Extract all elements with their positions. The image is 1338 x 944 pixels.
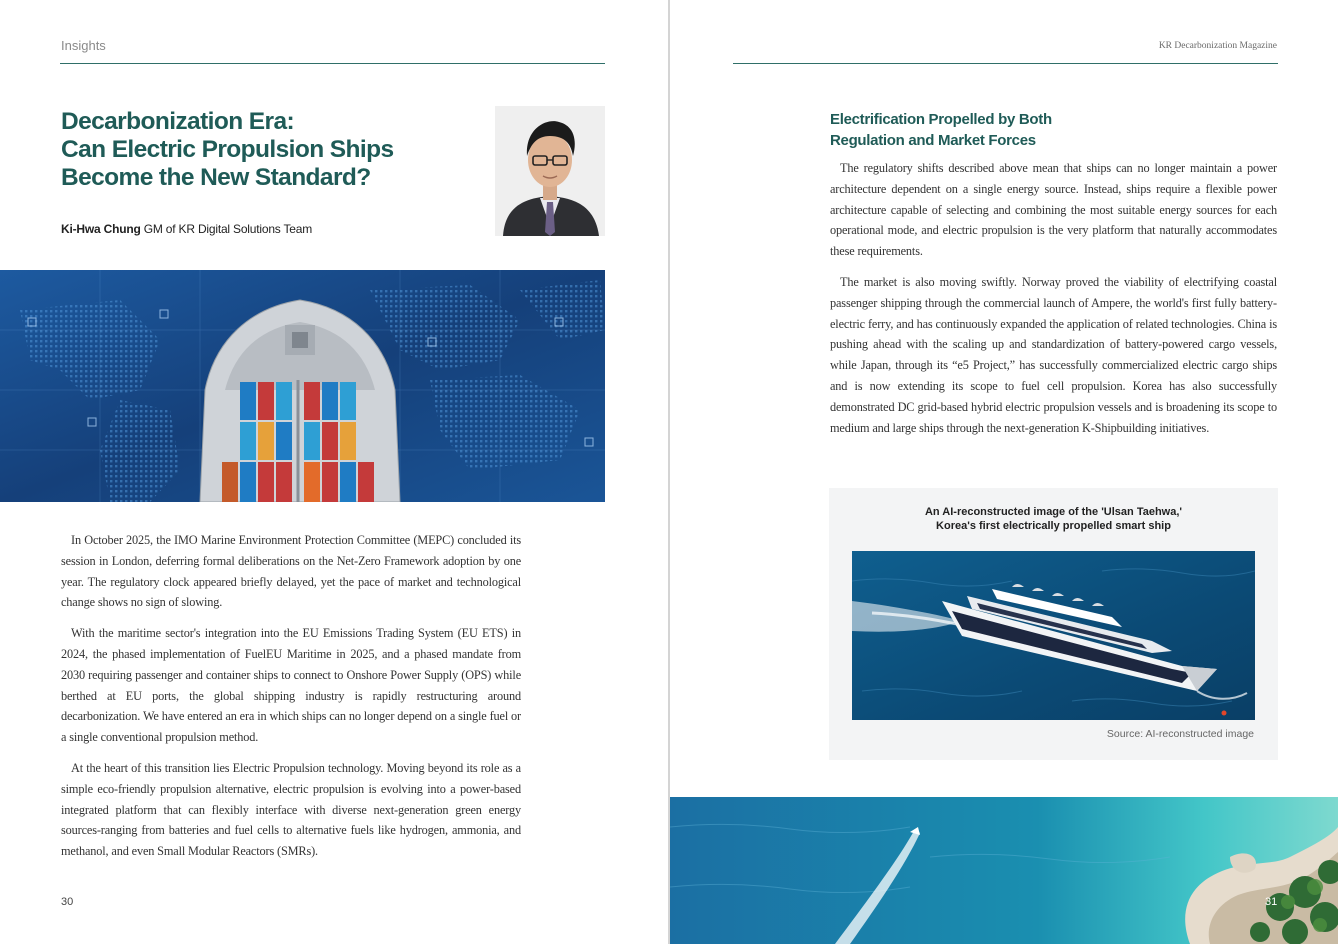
container-ship-illustration bbox=[0, 270, 605, 502]
coastline-illustration bbox=[670, 797, 1338, 944]
title-line-1: Decarbonization Era: bbox=[61, 108, 295, 135]
left-paragraph-3: At the heart of this transition lies Electric Propulsion technology. Moving beyond its role as a simple eco-friendly propulsion alternative, electric propulsion is evolving into a power-based integrated platform that can flexibly interface with diverse next-generation green energy sources-ranging from batteries and fuel cells to alternative fuels like hydrogen, ammonia, and methanol, and even Small Modular Reactors (SMRs). bbox=[61, 760, 521, 859]
section-title-line-2: Regulation and Market Forces bbox=[830, 132, 1036, 149]
figure-source: Source: AI-reconstructed image bbox=[1106, 728, 1254, 740]
right-paragraph-2: The market is also moving swiftly. Norway proved the viability of electrifying coastal passenger shipping through the commercial launch of Ampere, the world's first fully battery-electric ferry, and has continuously expanded the application of related technologies. China is pushing ahead with the scaling up and standardization of battery-powered cargo vessels, while Japan, through its “e5 Project,” has successfully commercialized electric cargo ships and is now extending its scope to fuel cell propulsion. Korea has also successfully demonstrated DC grid-based hybrid electric propulsion vessels and is broadening its scope to medium and large ships through the next-generation K-Shipbuilding initiatives. bbox=[830, 274, 1277, 435]
figure-caption-line-2: Korea's first electrically propelled smart ship bbox=[936, 520, 1171, 532]
page-number-left: 30 bbox=[61, 896, 74, 908]
left-paragraph-2: With the maritime sector's integration into the EU Emissions Trading System (EU ETS) in 2024, the phased implementation of FuelEU Maritime in 2025, and a phased mandate from 2030 requiring passenger and container ships to connect to Onshore Power Supply (OPS) while berthed at EU ports, the global shipping industry is rapidly restructuring around decarbonization. We have entered an era in which ships can no longer depend on a single fuel or a single conventional propulsion method. bbox=[61, 626, 521, 745]
right-body-text bbox=[830, 158, 1277, 448]
section-title-line-1: Electrification Propelled by Both bbox=[830, 111, 1052, 128]
figure-image-ferry bbox=[852, 551, 1255, 720]
right-paragraph-1: The regulatory shifts described above mean that ships can no longer maintain a power architecture dependent on a single energy source. Instead, ships require a flexible power architecture capable of selecting and combining the most suitable energy sources for each operational mode, and electric propulsion is the very platform that naturally accommodates these requirements. bbox=[830, 161, 1277, 259]
author-role: GM of KR Digital Solutions Team bbox=[143, 222, 313, 236]
article-title bbox=[61, 108, 481, 192]
left-paragraph-1: In October 2025, the IMO Marine Environment Protection Committee (MEPC) concluded its session in London, deferring formal deliberations on the Net-Zero Framework adoption by one year. The regulatory clock appeared briefly delayed, yet the pace of market and technological change shows no sign of slowing. bbox=[61, 533, 521, 610]
running-head-left: Insights bbox=[61, 38, 106, 53]
header-rule-right bbox=[733, 63, 1278, 64]
hero-image-container-ship bbox=[0, 270, 605, 502]
left-body-text bbox=[61, 530, 521, 872]
running-head-right: KR Decarbonization Magazine bbox=[1158, 41, 1277, 51]
left-page bbox=[0, 0, 668, 944]
section-title bbox=[830, 109, 1150, 151]
right-page bbox=[670, 0, 1338, 944]
author-portrait bbox=[495, 106, 605, 236]
ferry-illustration bbox=[852, 551, 1255, 720]
page-number-right: 31 bbox=[1265, 896, 1278, 908]
title-line-3: Become the New Standard? bbox=[61, 164, 371, 191]
header-rule-left bbox=[60, 63, 605, 64]
figure-box bbox=[829, 488, 1278, 760]
figure-caption-line-1: An AI-reconstructed image of the 'Ulsan Taehwa,' bbox=[924, 506, 1183, 518]
author-name: Ki-Hwa Chung bbox=[61, 222, 141, 236]
author-byline bbox=[61, 222, 312, 236]
title-line-2: Can Electric Propulsion Ships bbox=[61, 136, 394, 163]
coastline-image bbox=[670, 797, 1338, 944]
portrait-illustration bbox=[495, 106, 605, 236]
figure-caption bbox=[829, 505, 1278, 533]
